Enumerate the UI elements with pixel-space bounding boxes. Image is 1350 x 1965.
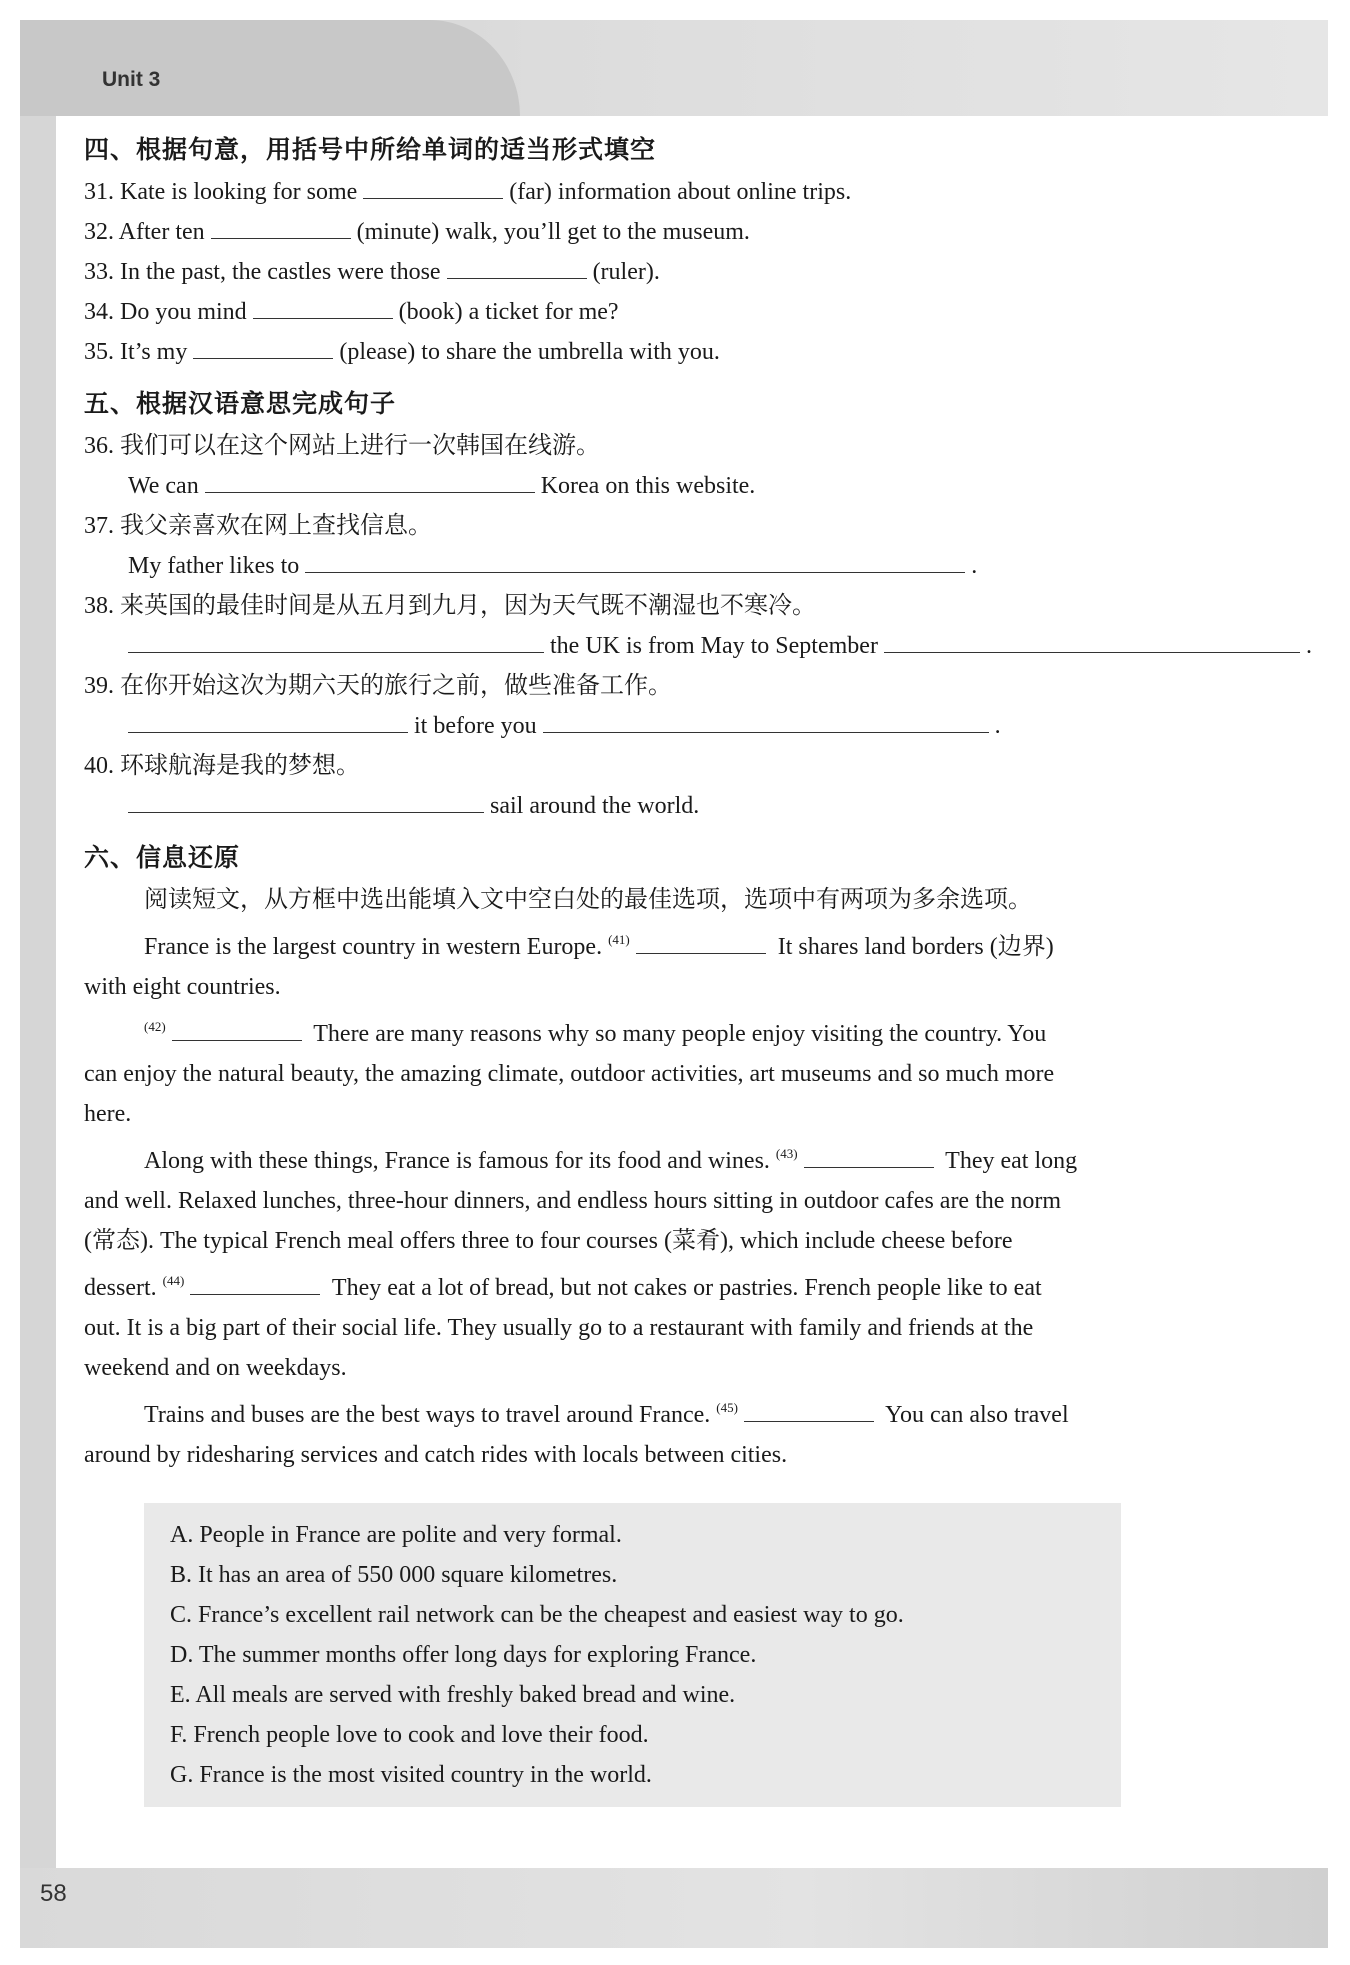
blank-42[interactable] [172, 1018, 302, 1041]
option-d[interactable]: D. The summer months offer long days for exploring France. [170, 1642, 757, 1668]
question-36-chinese: 36. 我们可以在这个网站上进行一次韩国在线游。 [84, 433, 600, 459]
options-box [144, 1503, 1121, 1807]
question-31 [84, 172, 1234, 212]
passage-paragraph-3-line-4 [84, 1261, 1234, 1308]
passage-paragraph-1-cont: with eight countries. [84, 974, 281, 1000]
q40-blank[interactable] [128, 790, 484, 813]
q31-hint: (far) information about online trips. [509, 179, 852, 205]
passage-paragraph-4-line-2: around by ridesharing services and catch rides with locals between cities. [84, 1442, 788, 1468]
option-f[interactable]: F. French people love to cook and love their food. [170, 1722, 649, 1748]
passage-paragraph-2-line-2: can enjoy the natural beauty, the amazing climate, outdoor activities, art museums and so much more [84, 1061, 1055, 1087]
question-36-english [84, 466, 1234, 506]
p3-text-a: Along with these things, France is famous for its food and wines. [144, 1148, 770, 1174]
p2-text-a: There are many reasons why so many people enjoy visiting the country. You [313, 1021, 1047, 1047]
blank-43-number: (43) [775, 1146, 798, 1161]
q40-post: sail around the world. [490, 793, 700, 819]
option-c[interactable]: C. France’s excellent rail network can be the cheapest and easiest way to go. [170, 1602, 904, 1628]
passage-paragraph-2 [84, 1007, 1234, 1054]
q32-text: 32. After ten [84, 219, 205, 245]
q33-hint: (ruler). [592, 259, 660, 285]
question-35 [84, 332, 1234, 372]
question-33 [84, 252, 1234, 292]
q39-post: . [994, 713, 1001, 739]
q38-post: . [1305, 633, 1312, 659]
question-37-english [84, 546, 1234, 586]
question-40-chinese: 40. 环球航海是我的梦想。 [84, 753, 360, 779]
blank-45-number: (45) [716, 1400, 738, 1415]
q34-blank[interactable] [253, 296, 393, 319]
q31-text: 31. Kate is looking for some [84, 179, 358, 205]
option-g[interactable]: G. France is the most visited country in the world. [170, 1762, 652, 1788]
q34-hint: (book) a ticket for me? [398, 299, 619, 325]
option-a[interactable]: A. People in France are polite and very formal. [170, 1522, 622, 1548]
q37-blank[interactable] [305, 550, 965, 573]
q39-blank-2[interactable] [543, 710, 989, 733]
p3-text-f: They eat a lot of bread, but not cakes or pastries. French people like to eat [331, 1275, 1042, 1301]
worksheet-content [84, 130, 1312, 1807]
p1-text-b: It shares land borders (边界) [777, 934, 1054, 960]
left-margin-strip [20, 116, 56, 1868]
option-b[interactable]: B. It has an area of 550 000 square kilometres. [170, 1562, 618, 1588]
blank-42-number: (42) [144, 1019, 166, 1034]
p3-text-b: They eat long [945, 1148, 1078, 1174]
p3-text-e: dessert. [84, 1275, 157, 1301]
passage-paragraph-4 [84, 1388, 1234, 1435]
passage-paragraph-3-line-2: and well. Relaxed lunches, three-hour dinners, and endless hours sitting in outdoor cafes are the norm [84, 1188, 1062, 1214]
q31-blank[interactable] [363, 176, 503, 199]
passage-paragraph-1 [84, 920, 1234, 967]
question-37-chinese: 37. 我父亲喜欢在网上查找信息。 [84, 513, 432, 539]
blank-44-number: (44) [162, 1273, 185, 1288]
q34-text: 34. Do you mind [84, 299, 247, 325]
q37-pre: My father likes to [128, 553, 300, 579]
unit-label: Unit 3 [102, 68, 161, 91]
section-4-title: 四、根据句意，用括号中所给单词的适当形式填空 [84, 135, 657, 164]
q38-mid: the UK is from May to September [550, 633, 878, 659]
q38-blank-1[interactable] [128, 630, 544, 653]
q36-blank[interactable] [205, 470, 535, 493]
p4-text-b: You can also travel [885, 1402, 1069, 1428]
footer-band [20, 1868, 1328, 1948]
question-32 [84, 212, 1234, 252]
passage-paragraph-3 [84, 1134, 1234, 1181]
q35-blank[interactable] [193, 336, 333, 359]
option-e[interactable]: E. All meals are served with freshly baked bread and wine. [170, 1682, 736, 1708]
q36-post: Korea on this website. [540, 473, 756, 499]
q36-pre: We can [128, 473, 199, 499]
q38-blank-2[interactable] [884, 630, 1300, 653]
p1-text-a: France is the largest country in western Europe. [144, 934, 603, 960]
q35-text: 35. It’s my [84, 339, 188, 365]
q32-hint: (minute) walk, you’ll get to the museum. [356, 219, 750, 245]
blank-41[interactable] [636, 931, 766, 954]
blank-41-number: (41) [608, 932, 630, 947]
blank-44[interactable] [190, 1272, 320, 1295]
p4-text-a: Trains and buses are the best ways to travel around France. [144, 1402, 711, 1428]
q33-blank[interactable] [447, 256, 587, 279]
question-38-chinese: 38. 来英国的最佳时间是从五月到九月，因为天气既不潮湿也不寒冷。 [84, 593, 816, 619]
passage-paragraph-2-line-3: here. [84, 1101, 132, 1127]
passage-paragraph-3-line-3: (常态). The typical French meal offers three to four courses (菜肴), which include cheese before [84, 1228, 1013, 1254]
header-tab [20, 20, 520, 116]
q37-post: . [971, 553, 978, 579]
page-number: 58 [40, 1880, 67, 1907]
section-6-title: 六、信息还原 [84, 843, 241, 872]
passage-paragraph-3-line-6: weekend and on weekdays. [84, 1355, 347, 1381]
q32-blank[interactable] [211, 216, 351, 239]
blank-45[interactable] [744, 1399, 874, 1422]
question-40-english [84, 786, 1234, 826]
section-5-title: 五、根据汉语意思完成句子 [84, 389, 397, 418]
question-39-english [84, 706, 1234, 746]
q33-text: 33. In the past, the castles were those [84, 259, 441, 285]
question-34 [84, 292, 1234, 332]
question-39-chinese: 39. 在你开始这次为期六天的旅行之前，做些准备工作。 [84, 673, 672, 699]
q35-hint: (please) to share the umbrella with you. [339, 339, 720, 365]
passage-paragraph-3-line-5: out. It is a big part of their social life. They usually go to a restaurant with family and friends at the [84, 1315, 1034, 1341]
section-6-instruction: 阅读短文，从方框中选出能填入文中空白处的最佳选项，选项中有两项为多余选项。 [144, 887, 1032, 913]
question-38-english [84, 626, 1312, 666]
q39-mid: it before you [414, 713, 537, 739]
q39-blank-1[interactable] [128, 710, 408, 733]
blank-43[interactable] [804, 1145, 934, 1168]
